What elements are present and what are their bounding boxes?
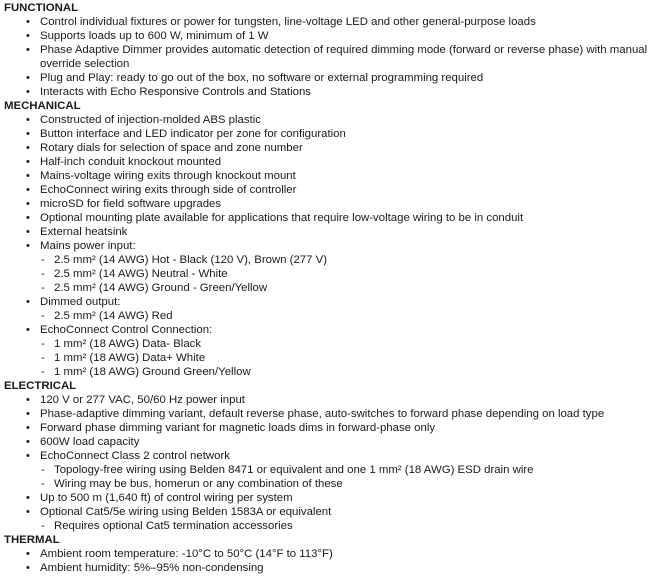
sub-list-item: - 2.5 mm² (14 AWG) Neutral - White (4, 267, 670, 281)
list-item-text: Forward phase dimming variant for magnetic loads dims in forward-phase only (40, 422, 436, 434)
list-item (4, 127, 670, 141)
list-item-text: External heatsink (40, 226, 128, 238)
section-heading: FUNCTIONAL (4, 2, 79, 14)
list-item-text: Up to 500 m (1,640 ft) of control wiring per system (40, 492, 293, 504)
list-item (4, 449, 670, 491)
bullet-list (4, 15, 670, 99)
sub-list-item: - 2.5 mm² (14 AWG) Hot - Black (120 V), Brown (277 V) (4, 253, 670, 267)
list-item (4, 211, 670, 225)
list-item (4, 169, 670, 183)
sub-list (40, 519, 670, 533)
list-item (4, 155, 670, 169)
sub-list-item: - 2.5 mm² (14 AWG) Ground - Green/Yellow (4, 281, 670, 295)
sub-list-item: - 2.5 mm² (14 AWG) Red (4, 309, 670, 323)
list-item-text: Optional Cat5/5e wiring using Belden 1583A or equivalent (40, 506, 332, 518)
sub-list-item: - Wiring may be bus, homerun or any combination of these (4, 477, 670, 491)
list-item (4, 407, 670, 421)
section-electrical (4, 379, 670, 533)
sub-list-item: - 1 mm² (18 AWG) Data- Black (4, 337, 670, 351)
sub-list (40, 253, 670, 295)
list-item (4, 561, 670, 575)
list-item-text: Phase-adaptive dimming variant, default reverse phase, auto-switches to forward phase depending on load type (40, 408, 605, 420)
sub-list-item: - 1 mm² (18 AWG) Data+ White (4, 351, 670, 365)
sub-list (40, 337, 670, 379)
list-item (4, 15, 670, 29)
list-item-text: Phase Adaptive Dimmer provides automatic detection of required dimming mode (forward or reverse phase) with manual override selection (40, 44, 648, 70)
list-item-text: Plug and Play: ready to go out of the box, no software or external programming required (40, 72, 484, 84)
section-mechanical (4, 99, 670, 379)
list-item (4, 547, 670, 561)
section-heading: ELECTRICAL (4, 380, 77, 392)
list-item-text: Supports loads up to 600 W, minimum of 1 W (40, 30, 269, 42)
list-item-text: Constructed of injection-molded ABS plastic (40, 114, 261, 126)
section-heading: THERMAL (4, 534, 60, 546)
list-item (4, 505, 670, 533)
list-item-text: EchoConnect wiring exits through side of controller (40, 184, 297, 196)
list-item-text: Interacts with Echo Responsive Controls and Stations (40, 86, 311, 98)
list-item-text: Button interface and LED indicator per zone for configuration (40, 128, 346, 140)
sub-list-item: - Requires optional Cat5 termination accessories (4, 519, 670, 533)
sub-list (40, 463, 670, 491)
section-heading: MECHANICAL (4, 100, 81, 112)
list-item-text: 600W load capacity (40, 436, 140, 448)
list-item (4, 113, 670, 127)
section-functional (4, 1, 670, 99)
list-item (4, 225, 670, 239)
list-item-text: Dimmed output: (40, 296, 121, 308)
list-item-text: Half-inch conduit knockout mounted (40, 156, 222, 168)
list-item-text: Mains-voltage wiring exits through knockout mount (40, 170, 296, 182)
list-item (4, 435, 670, 449)
sub-list-item: - 1 mm² (18 AWG) Ground Green/Yellow (4, 365, 670, 379)
list-item-text: microSD for field software upgrades (40, 198, 222, 210)
list-item-text: 120 V or 277 VAC, 50/60 Hz power input (40, 394, 245, 406)
list-item (4, 141, 670, 155)
list-item (4, 85, 670, 99)
bullet-list (4, 113, 670, 379)
list-item (4, 323, 670, 379)
section-thermal (4, 533, 670, 575)
list-item (4, 421, 670, 435)
list-item-text: Ambient humidity: 5%–95% non-condensing (40, 562, 264, 574)
list-item (4, 71, 670, 85)
list-item (4, 295, 670, 323)
list-item (4, 491, 670, 505)
list-item (4, 29, 670, 43)
list-item-text: Optional mounting plate available for applications that require low-voltage wiring to be in conduit (40, 212, 524, 224)
bullet-list (4, 547, 670, 575)
list-item (4, 393, 670, 407)
list-item (4, 197, 670, 211)
sub-list-item: - Topology-free wiring using Belden 8471 or equivalent and one 1 mm² (18 AWG) ESD drain wire (4, 463, 670, 477)
list-item (4, 239, 670, 295)
list-item-text: Mains power input: (40, 240, 136, 252)
bullet-list (4, 393, 670, 533)
list-item-text: EchoConnect Class 2 control network (40, 450, 230, 462)
sub-list (40, 309, 670, 323)
list-item-text: Control individual fixtures or power for tungsten, line-voltage LED and other general-purpose loads (40, 16, 536, 28)
list-item-text: Rotary dials for selection of space and zone number (40, 142, 303, 154)
list-item-text: EchoConnect Control Connection: (40, 324, 213, 336)
list-item (4, 183, 670, 197)
list-item (4, 43, 670, 71)
list-item-text: Ambient room temperature: -10°C to 50°C (14°F to 113°F) (40, 548, 333, 560)
